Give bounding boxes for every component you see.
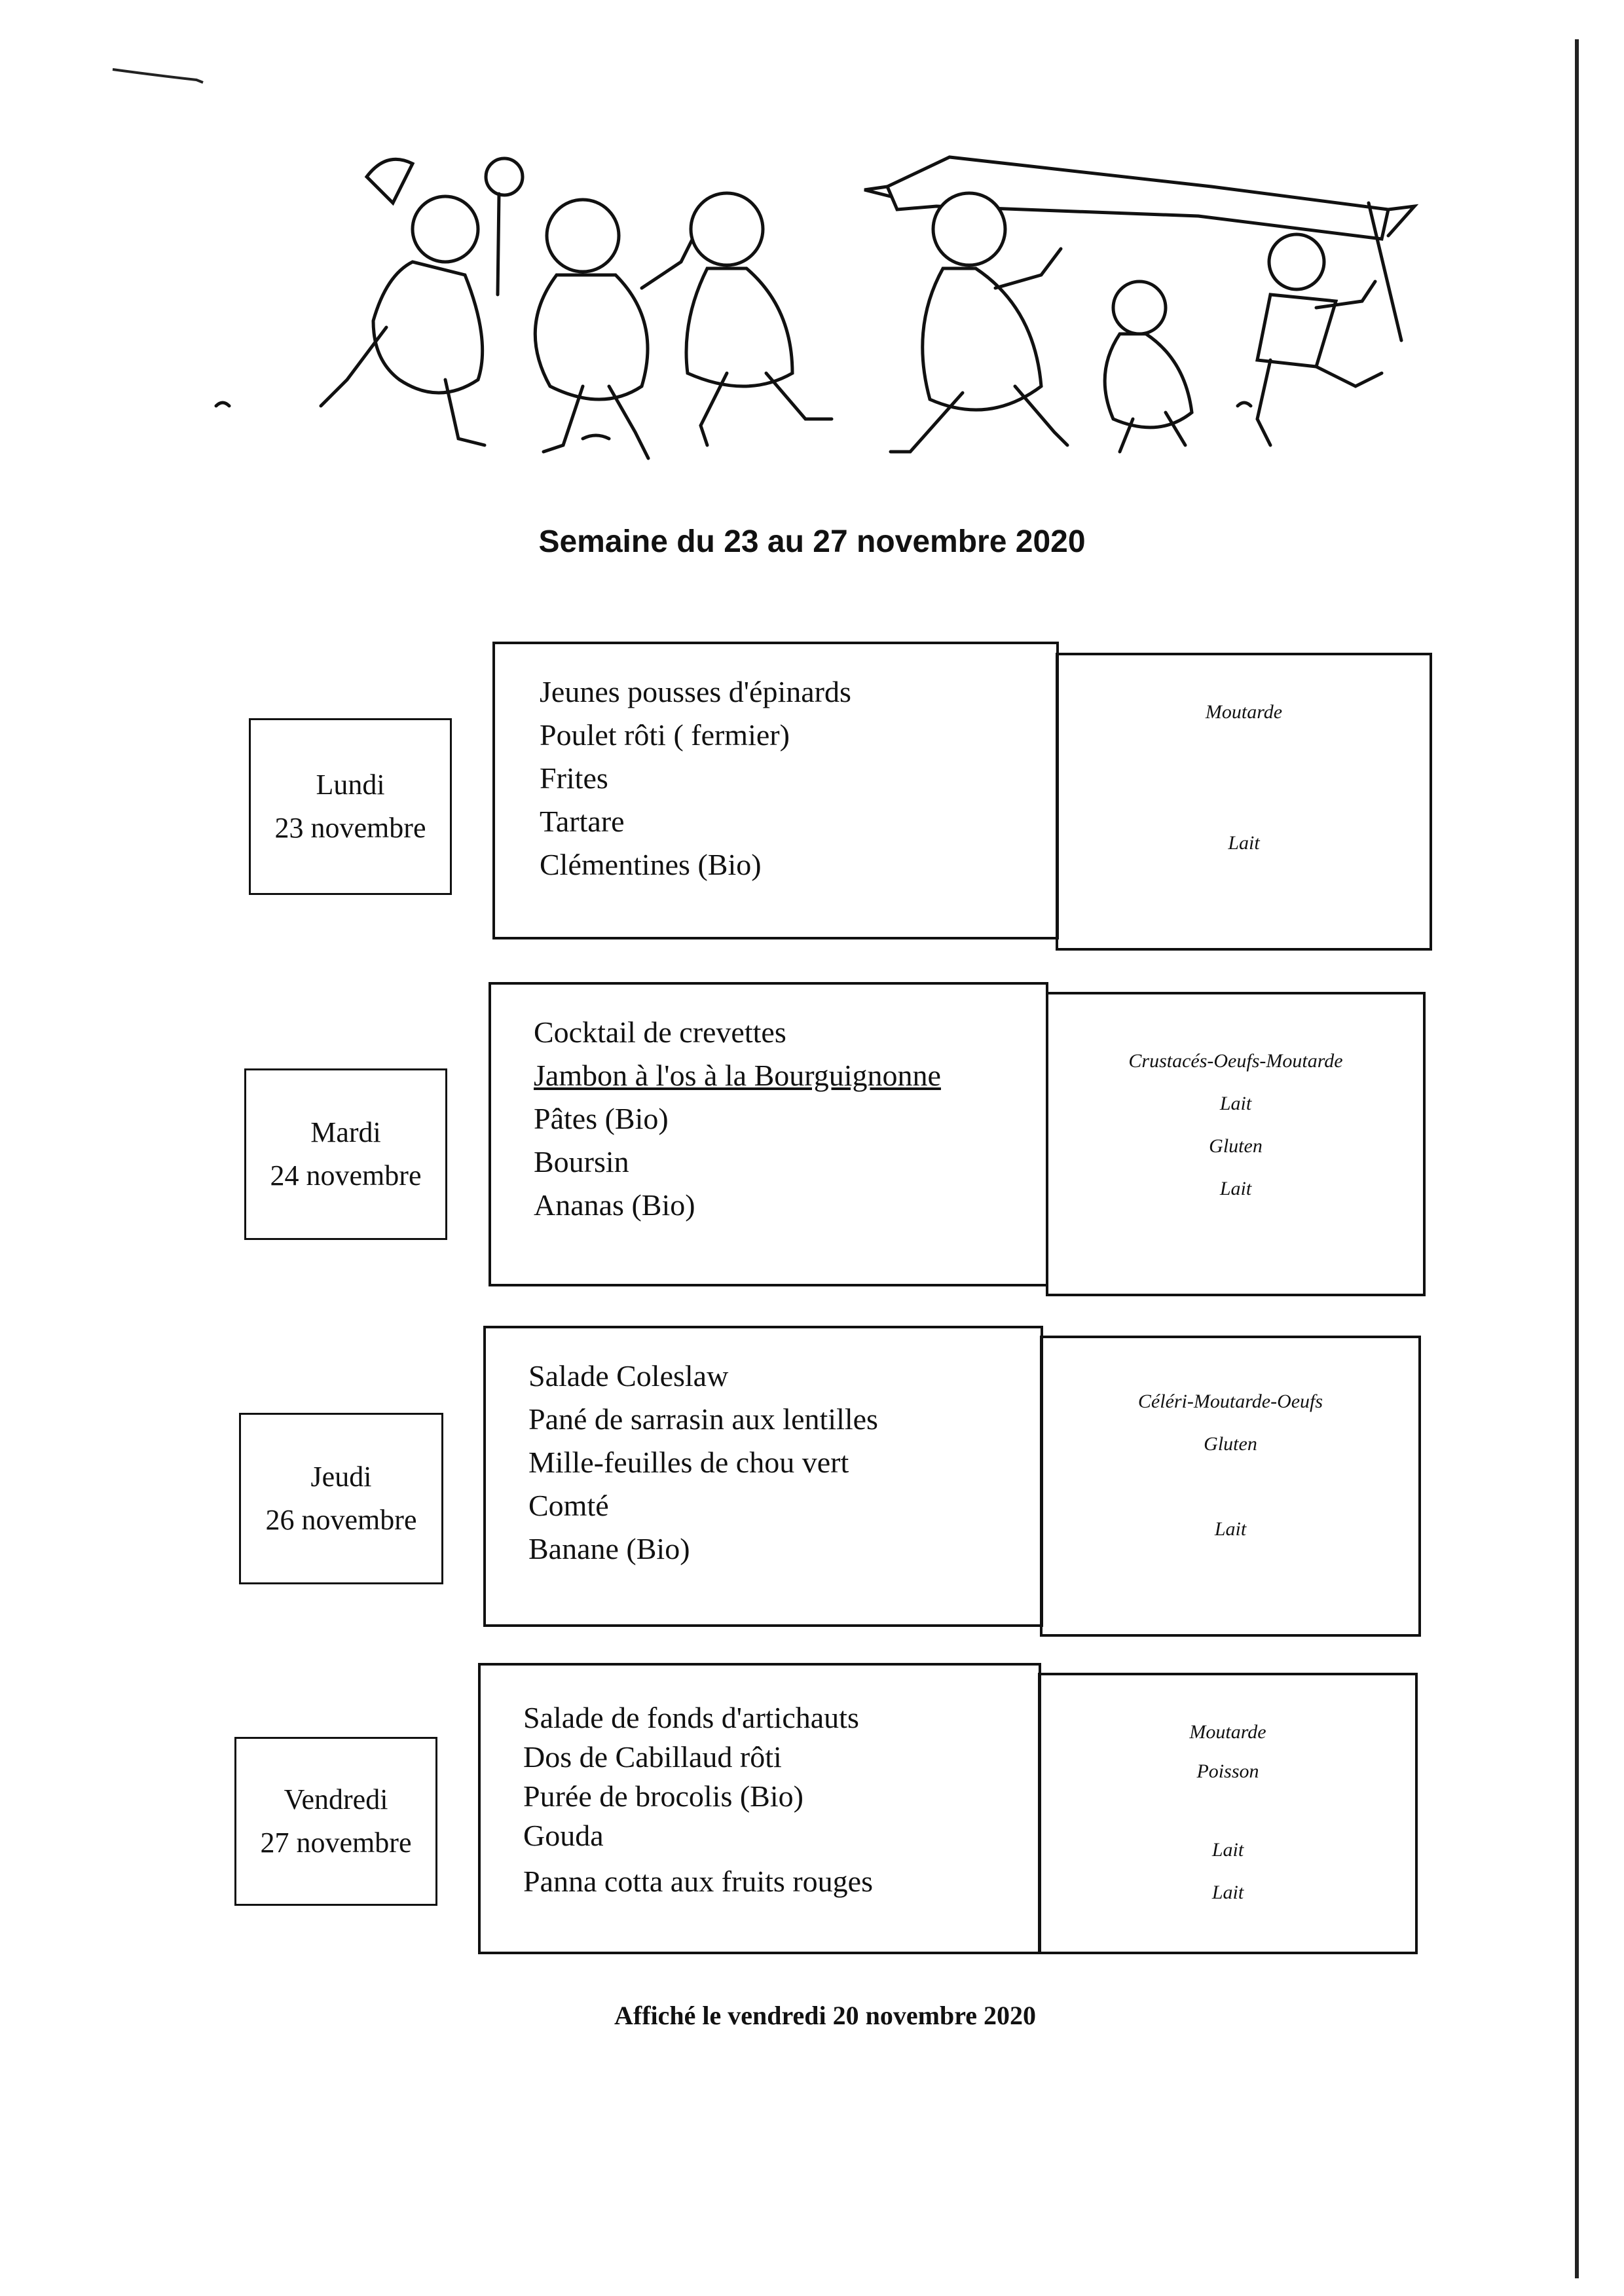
menu-box-jeudi xyxy=(483,1326,1043,1627)
menu-item: Poulet rôti ( fermier) xyxy=(540,718,790,752)
day-name: Jeudi xyxy=(310,1461,372,1493)
allergen-label: Céléri-Moutarde-Oeufs xyxy=(1137,1391,1323,1412)
menu-item: Cocktail de crevettes xyxy=(534,1015,786,1049)
allergen-box-mardi xyxy=(1046,992,1426,1296)
allergen-label: Crustacés-Oeufs-Moutarde xyxy=(1128,1050,1343,1072)
day-box-vendredi xyxy=(234,1737,437,1906)
allergen-box-jeudi xyxy=(1040,1336,1421,1637)
day-date: 24 novembre xyxy=(270,1159,422,1192)
allergen-label: Lait xyxy=(1219,1093,1252,1114)
day-box-mardi xyxy=(244,1068,447,1240)
allergen-label: Lait xyxy=(1219,1178,1252,1199)
menu-list xyxy=(534,1011,941,1227)
allergen-label: Lait xyxy=(1211,1882,1244,1903)
menu-item: Gouda xyxy=(523,1819,604,1852)
allergen-label: Lait xyxy=(1211,1839,1244,1861)
day-name: Lundi xyxy=(316,769,385,801)
menu-list xyxy=(528,1355,878,1571)
menu-box-mardi xyxy=(489,982,1048,1286)
menu-item: Clémentines (Bio) xyxy=(540,848,762,881)
menu-item: Mille-feuilles de chou vert xyxy=(528,1446,849,1479)
menu-item: Pâtes (Bio) xyxy=(534,1102,669,1135)
menu-item: Salade Coleslaw xyxy=(528,1359,729,1393)
cantine-banner-illustration xyxy=(190,131,1421,498)
menu-item: Boursin xyxy=(534,1145,629,1178)
menu-list xyxy=(523,1698,873,1901)
scan-mark xyxy=(111,65,210,85)
allergen-label: Gluten xyxy=(1204,1433,1257,1455)
menu-item: Jambon à l'os à la Bourguignonne xyxy=(534,1059,941,1092)
menu-item: Pané de sarrasin aux lentilles xyxy=(528,1402,878,1436)
day-date: 23 novembre xyxy=(274,812,426,844)
menu-item: Purée de brocolis (Bio) xyxy=(523,1779,803,1813)
day-name: Vendredi xyxy=(284,1783,388,1815)
allergen-label: Lait xyxy=(1228,832,1260,854)
day-box-jeudi xyxy=(239,1413,443,1584)
allergen-label: Poisson xyxy=(1196,1760,1259,1782)
day-name: Mardi xyxy=(310,1116,381,1148)
menu-item: Jeunes pousses d'épinards xyxy=(540,675,851,708)
menu-box-lundi xyxy=(492,642,1059,939)
menu-item: Banane (Bio) xyxy=(528,1532,690,1565)
page-edge-line xyxy=(1575,39,1579,2278)
menu-item: Panna cotta aux fruits rouges xyxy=(523,1865,873,1898)
menu-item: Frites xyxy=(540,761,608,795)
day-date: 26 novembre xyxy=(265,1504,417,1536)
day-box-lundi xyxy=(249,718,452,895)
allergen-label: Lait xyxy=(1214,1518,1247,1540)
menu-item: Ananas (Bio) xyxy=(534,1188,695,1222)
posted-date-footer: Affiché le vendredi 20 novembre 2020 xyxy=(614,2001,1036,2030)
menu-item: Comté xyxy=(528,1489,609,1522)
page-title: Semaine du 23 au 27 novembre 2020 xyxy=(538,524,1086,559)
menu-item: Dos de Cabillaud rôti xyxy=(523,1740,782,1774)
allergen-label: Gluten xyxy=(1209,1135,1263,1157)
menu-list xyxy=(540,670,851,886)
day-date: 27 novembre xyxy=(260,1827,412,1859)
menu-box-vendredi xyxy=(478,1663,1041,1954)
allergen-label: Moutarde xyxy=(1205,701,1283,723)
menu-item: Salade de fonds d'artichauts xyxy=(523,1701,859,1734)
allergen-box-vendredi xyxy=(1038,1673,1418,1954)
allergen-label: Moutarde xyxy=(1189,1721,1266,1743)
menu-item: Tartare xyxy=(540,805,625,838)
allergen-box-lundi xyxy=(1056,653,1432,951)
